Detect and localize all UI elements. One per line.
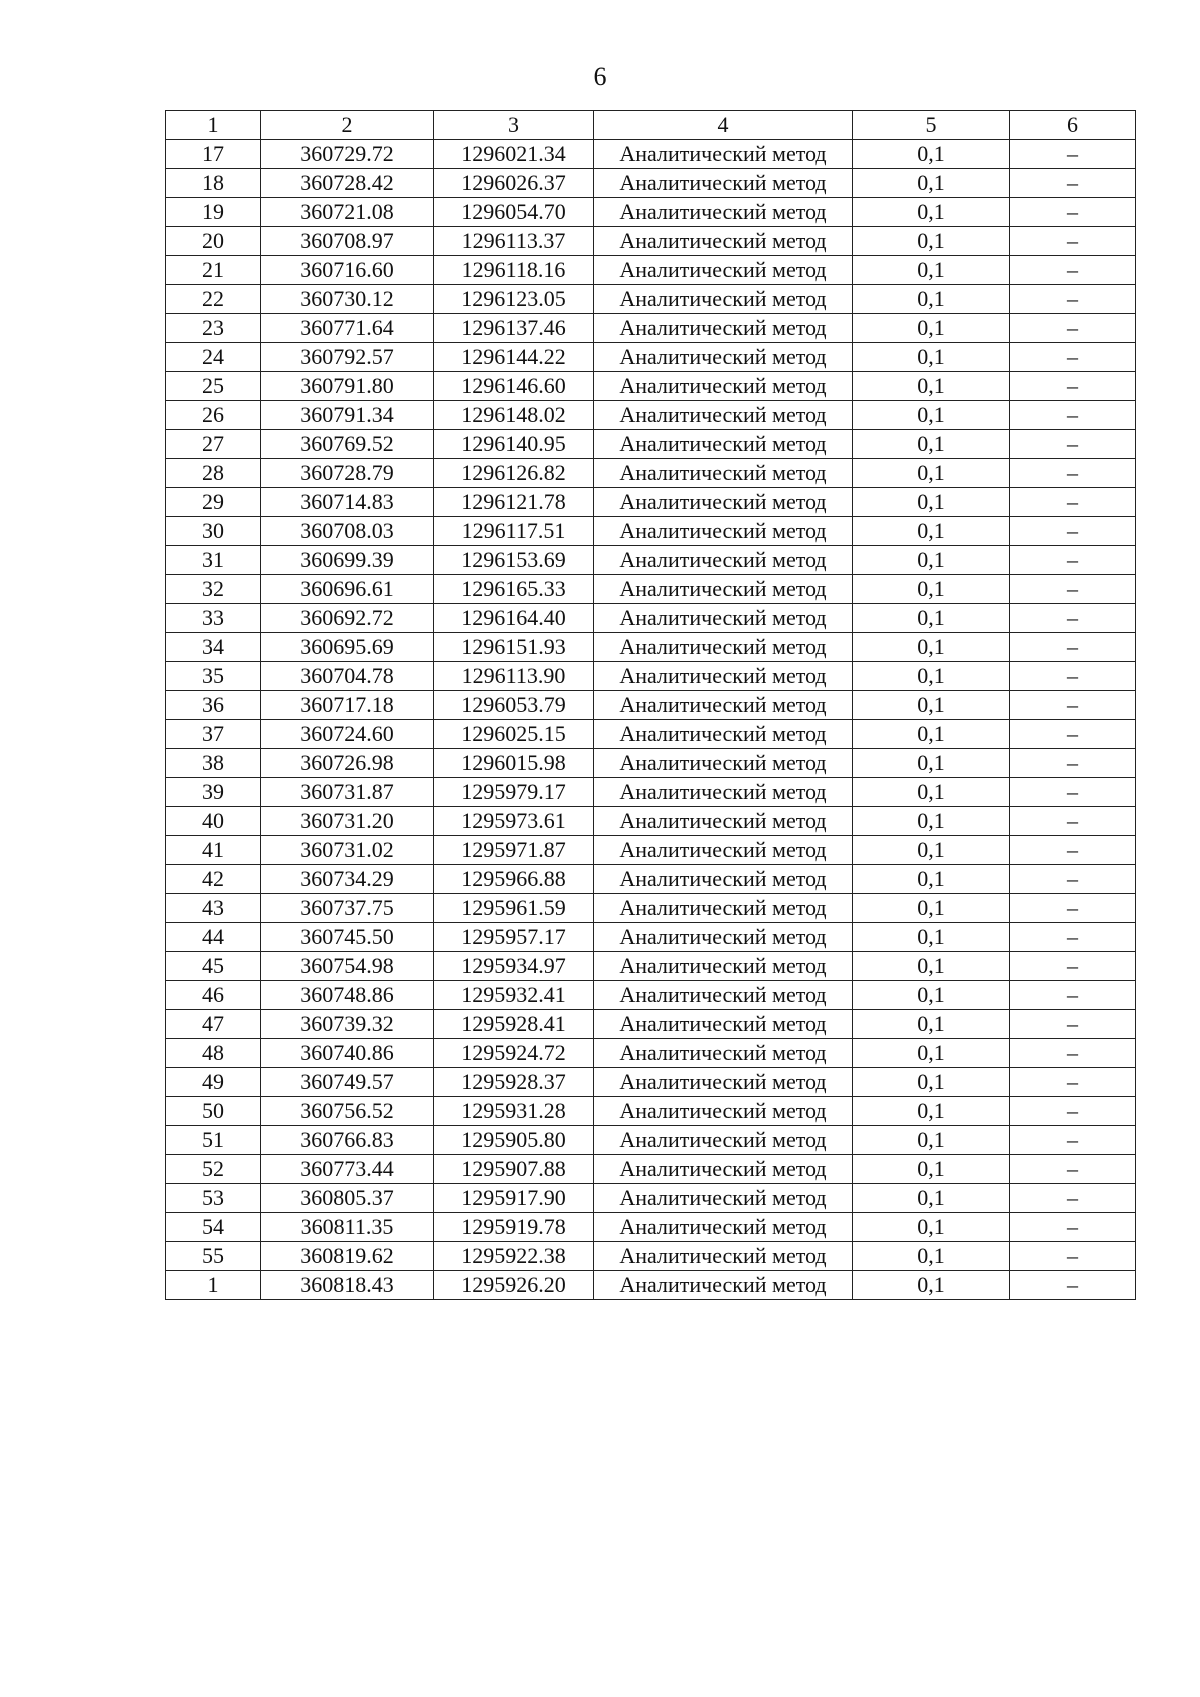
cell-note: –	[1010, 923, 1136, 952]
table-row	[166, 517, 1136, 546]
cell-method: Аналитический метод	[594, 459, 853, 488]
cell-point-number: 46	[166, 981, 261, 1010]
cell-accuracy: 0,1	[853, 604, 1010, 633]
cell-point-number: 37	[166, 720, 261, 749]
cell-accuracy: 0,1	[853, 343, 1010, 372]
table-row	[166, 604, 1136, 633]
cell-x-coordinate: 360756.52	[261, 1097, 434, 1126]
cell-point-number: 25	[166, 372, 261, 401]
table-row	[166, 285, 1136, 314]
table-row	[166, 1242, 1136, 1271]
cell-accuracy: 0,1	[853, 227, 1010, 256]
table-row	[166, 401, 1136, 430]
cell-method: Аналитический метод	[594, 227, 853, 256]
cell-y-coordinate: 1296025.15	[434, 720, 594, 749]
cell-point-number: 31	[166, 546, 261, 575]
cell-y-coordinate: 1296015.98	[434, 749, 594, 778]
cell-point-number: 28	[166, 459, 261, 488]
cell-accuracy: 0,1	[853, 633, 1010, 662]
table-body	[166, 140, 1136, 1300]
cell-note: –	[1010, 662, 1136, 691]
cell-y-coordinate: 1295926.20	[434, 1271, 594, 1300]
cell-method: Аналитический метод	[594, 198, 853, 227]
cell-method: Аналитический метод	[594, 372, 853, 401]
cell-method: Аналитический метод	[594, 1126, 853, 1155]
column-header-3: 3	[434, 111, 594, 140]
cell-method: Аналитический метод	[594, 1068, 853, 1097]
cell-y-coordinate: 1295966.88	[434, 865, 594, 894]
cell-x-coordinate: 360745.50	[261, 923, 434, 952]
cell-x-coordinate: 360792.57	[261, 343, 434, 372]
cell-x-coordinate: 360811.35	[261, 1213, 434, 1242]
cell-note: –	[1010, 285, 1136, 314]
cell-point-number: 54	[166, 1213, 261, 1242]
table-row	[166, 430, 1136, 459]
cell-point-number: 36	[166, 691, 261, 720]
cell-accuracy: 0,1	[853, 517, 1010, 546]
cell-note: –	[1010, 517, 1136, 546]
cell-accuracy: 0,1	[853, 749, 1010, 778]
cell-point-number: 30	[166, 517, 261, 546]
cell-method: Аналитический метод	[594, 256, 853, 285]
cell-y-coordinate: 1296151.93	[434, 633, 594, 662]
cell-note: –	[1010, 633, 1136, 662]
cell-x-coordinate: 360734.29	[261, 865, 434, 894]
cell-point-number: 34	[166, 633, 261, 662]
cell-x-coordinate: 360819.62	[261, 1242, 434, 1271]
cell-note: –	[1010, 372, 1136, 401]
cell-y-coordinate: 1296148.02	[434, 401, 594, 430]
table-row	[166, 488, 1136, 517]
cell-y-coordinate: 1295971.87	[434, 836, 594, 865]
cell-note: –	[1010, 1010, 1136, 1039]
table-row	[166, 140, 1136, 169]
cell-method: Аналитический метод	[594, 285, 853, 314]
table-row	[166, 1010, 1136, 1039]
cell-point-number: 51	[166, 1126, 261, 1155]
cell-method: Аналитический метод	[594, 952, 853, 981]
cell-accuracy: 0,1	[853, 923, 1010, 952]
cell-method: Аналитический метод	[594, 1097, 853, 1126]
cell-y-coordinate: 1296153.69	[434, 546, 594, 575]
cell-note: –	[1010, 1242, 1136, 1271]
table-row	[166, 720, 1136, 749]
cell-point-number: 33	[166, 604, 261, 633]
table-row	[166, 1126, 1136, 1155]
cell-point-number: 19	[166, 198, 261, 227]
cell-method: Аналитический метод	[594, 749, 853, 778]
table-row	[166, 749, 1136, 778]
cell-y-coordinate: 1295919.78	[434, 1213, 594, 1242]
table-row	[166, 546, 1136, 575]
cell-accuracy: 0,1	[853, 314, 1010, 343]
cell-x-coordinate: 360696.61	[261, 575, 434, 604]
cell-accuracy: 0,1	[853, 1213, 1010, 1242]
cell-note: –	[1010, 720, 1136, 749]
table-row	[166, 691, 1136, 720]
cell-accuracy: 0,1	[853, 285, 1010, 314]
cell-x-coordinate: 360714.83	[261, 488, 434, 517]
cell-method: Аналитический метод	[594, 691, 853, 720]
table-header	[166, 111, 1136, 140]
table-row	[166, 923, 1136, 952]
cell-x-coordinate: 360773.44	[261, 1155, 434, 1184]
cell-accuracy: 0,1	[853, 1068, 1010, 1097]
cell-x-coordinate: 360717.18	[261, 691, 434, 720]
cell-x-coordinate: 360731.02	[261, 836, 434, 865]
cell-y-coordinate: 1295973.61	[434, 807, 594, 836]
cell-y-coordinate: 1295917.90	[434, 1184, 594, 1213]
cell-accuracy: 0,1	[853, 894, 1010, 923]
cell-point-number: 20	[166, 227, 261, 256]
table-row	[166, 836, 1136, 865]
cell-point-number: 39	[166, 778, 261, 807]
table-row	[166, 314, 1136, 343]
cell-method: Аналитический метод	[594, 604, 853, 633]
cell-method: Аналитический метод	[594, 1155, 853, 1184]
coordinates-table	[165, 110, 1136, 1300]
cell-method: Аналитический метод	[594, 1184, 853, 1213]
cell-note: –	[1010, 343, 1136, 372]
cell-note: –	[1010, 1155, 1136, 1184]
cell-x-coordinate: 360721.08	[261, 198, 434, 227]
cell-x-coordinate: 360818.43	[261, 1271, 434, 1300]
cell-x-coordinate: 360704.78	[261, 662, 434, 691]
cell-y-coordinate: 1296053.79	[434, 691, 594, 720]
table-row	[166, 894, 1136, 923]
cell-accuracy: 0,1	[853, 169, 1010, 198]
table-row	[166, 952, 1136, 981]
cell-method: Аналитический метод	[594, 1213, 853, 1242]
column-header-5: 5	[853, 111, 1010, 140]
cell-method: Аналитический метод	[594, 865, 853, 894]
cell-point-number: 22	[166, 285, 261, 314]
cell-accuracy: 0,1	[853, 575, 1010, 604]
cell-x-coordinate: 360754.98	[261, 952, 434, 981]
cell-method: Аналитический метод	[594, 546, 853, 575]
cell-note: –	[1010, 198, 1136, 227]
cell-method: Аналитический метод	[594, 1039, 853, 1068]
cell-y-coordinate: 1295979.17	[434, 778, 594, 807]
cell-note: –	[1010, 459, 1136, 488]
column-header-2: 2	[261, 111, 434, 140]
cell-note: –	[1010, 314, 1136, 343]
cell-accuracy: 0,1	[853, 778, 1010, 807]
cell-point-number: 32	[166, 575, 261, 604]
cell-point-number: 21	[166, 256, 261, 285]
cell-y-coordinate: 1296137.46	[434, 314, 594, 343]
cell-y-coordinate: 1296123.05	[434, 285, 594, 314]
cell-x-coordinate: 360699.39	[261, 546, 434, 575]
cell-x-coordinate: 360749.57	[261, 1068, 434, 1097]
cell-point-number: 35	[166, 662, 261, 691]
cell-accuracy: 0,1	[853, 1126, 1010, 1155]
cell-y-coordinate: 1296113.90	[434, 662, 594, 691]
table-row	[166, 1213, 1136, 1242]
cell-note: –	[1010, 227, 1136, 256]
cell-accuracy: 0,1	[853, 1271, 1010, 1300]
cell-accuracy: 0,1	[853, 372, 1010, 401]
cell-x-coordinate: 360766.83	[261, 1126, 434, 1155]
cell-method: Аналитический метод	[594, 430, 853, 459]
cell-y-coordinate: 1296113.37	[434, 227, 594, 256]
table-row	[166, 372, 1136, 401]
cell-method: Аналитический метод	[594, 517, 853, 546]
column-header-6: 6	[1010, 111, 1136, 140]
cell-y-coordinate: 1296054.70	[434, 198, 594, 227]
cell-y-coordinate: 1296140.95	[434, 430, 594, 459]
cell-y-coordinate: 1295934.97	[434, 952, 594, 981]
cell-note: –	[1010, 1097, 1136, 1126]
cell-y-coordinate: 1296146.60	[434, 372, 594, 401]
cell-x-coordinate: 360791.34	[261, 401, 434, 430]
cell-accuracy: 0,1	[853, 1010, 1010, 1039]
table-row	[166, 256, 1136, 285]
table-row	[166, 981, 1136, 1010]
table-row	[166, 169, 1136, 198]
cell-note: –	[1010, 894, 1136, 923]
cell-y-coordinate: 1295932.41	[434, 981, 594, 1010]
cell-point-number: 40	[166, 807, 261, 836]
cell-x-coordinate: 360731.20	[261, 807, 434, 836]
cell-accuracy: 0,1	[853, 1184, 1010, 1213]
cell-x-coordinate: 360791.80	[261, 372, 434, 401]
cell-accuracy: 0,1	[853, 546, 1010, 575]
cell-x-coordinate: 360695.69	[261, 633, 434, 662]
cell-x-coordinate: 360748.86	[261, 981, 434, 1010]
cell-point-number: 48	[166, 1039, 261, 1068]
cell-point-number: 53	[166, 1184, 261, 1213]
cell-method: Аналитический метод	[594, 314, 853, 343]
cell-accuracy: 0,1	[853, 430, 1010, 459]
cell-note: –	[1010, 865, 1136, 894]
cell-point-number: 50	[166, 1097, 261, 1126]
cell-note: –	[1010, 1271, 1136, 1300]
cell-method: Аналитический метод	[594, 401, 853, 430]
table-row	[166, 1039, 1136, 1068]
cell-note: –	[1010, 401, 1136, 430]
cell-x-coordinate: 360708.03	[261, 517, 434, 546]
cell-point-number: 24	[166, 343, 261, 372]
cell-point-number: 44	[166, 923, 261, 952]
cell-point-number: 23	[166, 314, 261, 343]
cell-y-coordinate: 1295905.80	[434, 1126, 594, 1155]
cell-y-coordinate: 1295928.37	[434, 1068, 594, 1097]
cell-method: Аналитический метод	[594, 575, 853, 604]
cell-point-number: 17	[166, 140, 261, 169]
cell-method: Аналитический метод	[594, 633, 853, 662]
cell-y-coordinate: 1296165.33	[434, 575, 594, 604]
cell-accuracy: 0,1	[853, 401, 1010, 430]
cell-note: –	[1010, 604, 1136, 633]
cell-note: –	[1010, 1184, 1136, 1213]
cell-note: –	[1010, 256, 1136, 285]
cell-point-number: 18	[166, 169, 261, 198]
cell-x-coordinate: 360771.64	[261, 314, 434, 343]
cell-accuracy: 0,1	[853, 256, 1010, 285]
cell-method: Аналитический метод	[594, 923, 853, 952]
table-row	[166, 459, 1136, 488]
cell-x-coordinate: 360692.72	[261, 604, 434, 633]
cell-method: Аналитический метод	[594, 836, 853, 865]
table-row	[166, 662, 1136, 691]
column-header-4: 4	[594, 111, 853, 140]
cell-point-number: 52	[166, 1155, 261, 1184]
cell-point-number: 41	[166, 836, 261, 865]
cell-point-number: 29	[166, 488, 261, 517]
cell-note: –	[1010, 575, 1136, 604]
cell-x-coordinate: 360729.72	[261, 140, 434, 169]
cell-method: Аналитический метод	[594, 343, 853, 372]
table-row	[166, 575, 1136, 604]
cell-point-number: 1	[166, 1271, 261, 1300]
cell-method: Аналитический метод	[594, 1010, 853, 1039]
cell-x-coordinate: 360731.87	[261, 778, 434, 807]
table-row	[166, 1271, 1136, 1300]
cell-accuracy: 0,1	[853, 691, 1010, 720]
table-row	[166, 343, 1136, 372]
cell-point-number: 47	[166, 1010, 261, 1039]
cell-method: Аналитический метод	[594, 894, 853, 923]
cell-y-coordinate: 1295957.17	[434, 923, 594, 952]
cell-note: –	[1010, 1068, 1136, 1097]
cell-x-coordinate: 360739.32	[261, 1010, 434, 1039]
cell-y-coordinate: 1295928.41	[434, 1010, 594, 1039]
cell-x-coordinate: 360737.75	[261, 894, 434, 923]
cell-x-coordinate: 360726.98	[261, 749, 434, 778]
cell-y-coordinate: 1295922.38	[434, 1242, 594, 1271]
page-number: 6	[593, 62, 607, 91]
cell-y-coordinate: 1296021.34	[434, 140, 594, 169]
cell-accuracy: 0,1	[853, 1242, 1010, 1271]
cell-note: –	[1010, 749, 1136, 778]
cell-x-coordinate: 360728.79	[261, 459, 434, 488]
cell-x-coordinate: 360724.60	[261, 720, 434, 749]
header-row	[166, 111, 1136, 140]
cell-x-coordinate: 360708.97	[261, 227, 434, 256]
cell-accuracy: 0,1	[853, 459, 1010, 488]
cell-accuracy: 0,1	[853, 1155, 1010, 1184]
cell-note: –	[1010, 169, 1136, 198]
cell-point-number: 55	[166, 1242, 261, 1271]
cell-y-coordinate: 1296126.82	[434, 459, 594, 488]
cell-method: Аналитический метод	[594, 778, 853, 807]
cell-x-coordinate: 360730.12	[261, 285, 434, 314]
cell-method: Аналитический метод	[594, 140, 853, 169]
cell-point-number: 27	[166, 430, 261, 459]
cell-accuracy: 0,1	[853, 720, 1010, 749]
cell-note: –	[1010, 1039, 1136, 1068]
cell-note: –	[1010, 807, 1136, 836]
cell-point-number: 42	[166, 865, 261, 894]
cell-method: Аналитический метод	[594, 488, 853, 517]
table-row	[166, 807, 1136, 836]
table-row	[166, 778, 1136, 807]
cell-x-coordinate: 360728.42	[261, 169, 434, 198]
cell-note: –	[1010, 691, 1136, 720]
cell-accuracy: 0,1	[853, 488, 1010, 517]
cell-note: –	[1010, 836, 1136, 865]
cell-note: –	[1010, 430, 1136, 459]
cell-method: Аналитический метод	[594, 1242, 853, 1271]
table-row	[166, 1155, 1136, 1184]
cell-x-coordinate: 360805.37	[261, 1184, 434, 1213]
column-header-1: 1	[166, 111, 261, 140]
cell-y-coordinate: 1296121.78	[434, 488, 594, 517]
cell-accuracy: 0,1	[853, 952, 1010, 981]
cell-accuracy: 0,1	[853, 1097, 1010, 1126]
cell-accuracy: 0,1	[853, 981, 1010, 1010]
cell-point-number: 43	[166, 894, 261, 923]
cell-point-number: 49	[166, 1068, 261, 1097]
cell-method: Аналитический метод	[594, 720, 853, 749]
cell-x-coordinate: 360716.60	[261, 256, 434, 285]
cell-note: –	[1010, 546, 1136, 575]
cell-accuracy: 0,1	[853, 662, 1010, 691]
cell-method: Аналитический метод	[594, 662, 853, 691]
cell-accuracy: 0,1	[853, 836, 1010, 865]
table-row	[166, 227, 1136, 256]
cell-accuracy: 0,1	[853, 1039, 1010, 1068]
cell-note: –	[1010, 778, 1136, 807]
table-row	[166, 198, 1136, 227]
cell-accuracy: 0,1	[853, 198, 1010, 227]
cell-accuracy: 0,1	[853, 140, 1010, 169]
cell-method: Аналитический метод	[594, 1271, 853, 1300]
cell-y-coordinate: 1296118.16	[434, 256, 594, 285]
table-row	[166, 633, 1136, 662]
cell-point-number: 26	[166, 401, 261, 430]
cell-method: Аналитический метод	[594, 807, 853, 836]
cell-note: –	[1010, 981, 1136, 1010]
cell-x-coordinate: 360769.52	[261, 430, 434, 459]
table-row	[166, 1068, 1136, 1097]
table-row	[166, 865, 1136, 894]
cell-x-coordinate: 360740.86	[261, 1039, 434, 1068]
cell-note: –	[1010, 488, 1136, 517]
cell-method: Аналитический метод	[594, 169, 853, 198]
cell-point-number: 38	[166, 749, 261, 778]
cell-y-coordinate: 1295924.72	[434, 1039, 594, 1068]
cell-accuracy: 0,1	[853, 865, 1010, 894]
cell-point-number: 45	[166, 952, 261, 981]
cell-y-coordinate: 1296144.22	[434, 343, 594, 372]
cell-method: Аналитический метод	[594, 981, 853, 1010]
cell-note: –	[1010, 1213, 1136, 1242]
cell-note: –	[1010, 952, 1136, 981]
cell-y-coordinate: 1296117.51	[434, 517, 594, 546]
table-row	[166, 1184, 1136, 1213]
cell-y-coordinate: 1295961.59	[434, 894, 594, 923]
table-row	[166, 1097, 1136, 1126]
cell-note: –	[1010, 140, 1136, 169]
cell-y-coordinate: 1295907.88	[434, 1155, 594, 1184]
cell-y-coordinate: 1296164.40	[434, 604, 594, 633]
cell-y-coordinate: 1296026.37	[434, 169, 594, 198]
cell-accuracy: 0,1	[853, 807, 1010, 836]
cell-note: –	[1010, 1126, 1136, 1155]
cell-y-coordinate: 1295931.28	[434, 1097, 594, 1126]
